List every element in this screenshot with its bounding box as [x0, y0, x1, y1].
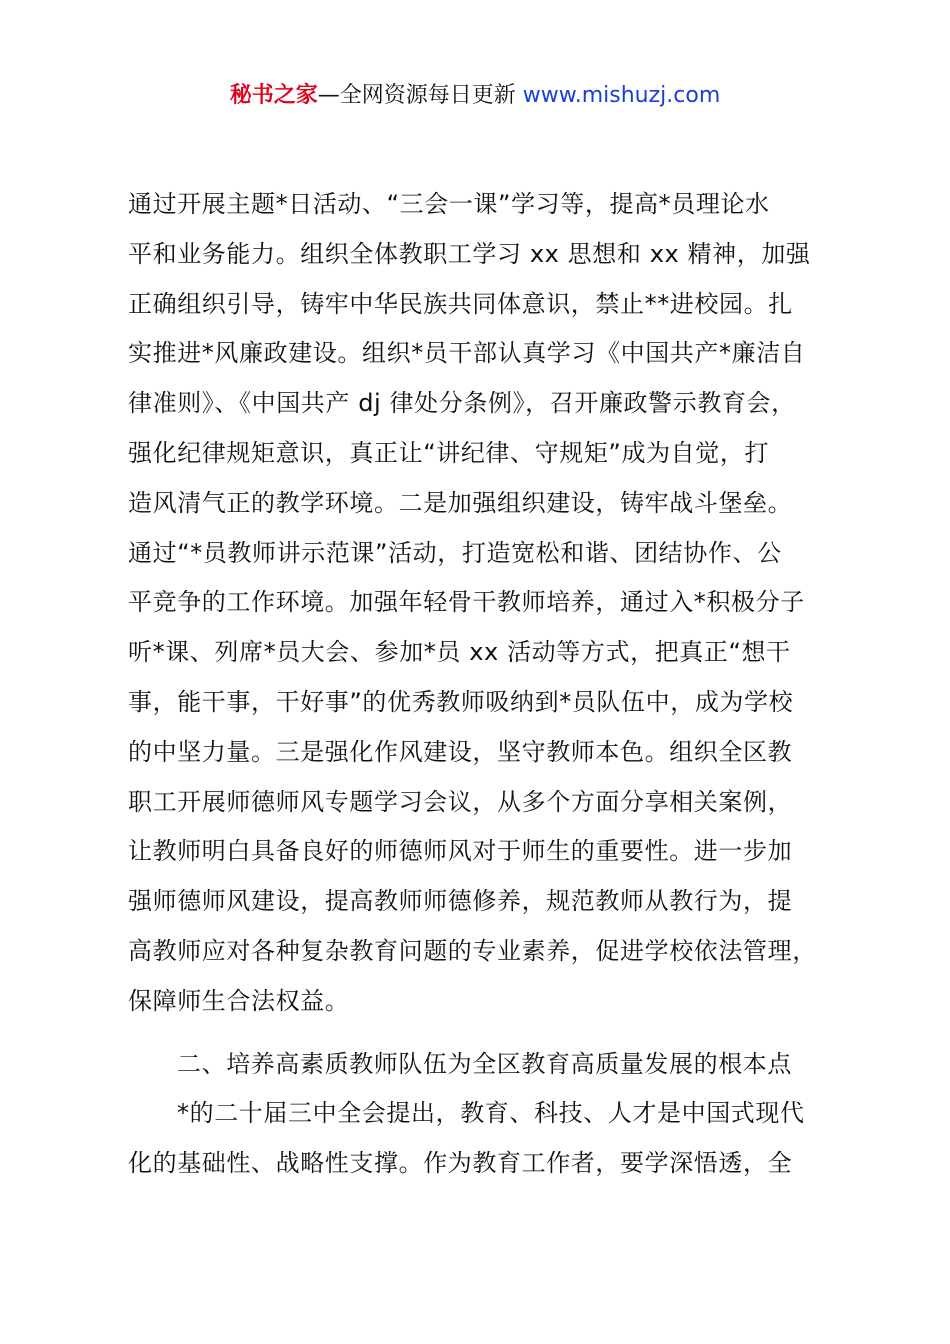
text-line: 让教师明白具备良好的师德师风对于师生的重要性。进一步加	[128, 837, 793, 866]
text-line: 正确组织引导，铸牢中华民族共同体意识，禁止**进校园。扎	[128, 289, 793, 318]
text-line: 化的基础性、战略性支撑。作为教育工作者，要学深悟透，全	[128, 1149, 793, 1178]
paragraph-1	[128, 180, 858, 1027]
paragraph-spacer	[128, 1027, 858, 1040]
site-brand: 秘书之家	[229, 83, 318, 108]
text-line: 高教师应对各种复杂教育问题的专业素养，促进学校依法管理，	[128, 936, 817, 965]
text-line: 听*课、列席*员大会、参加*员 xx 活动等方式，把真正“想干	[128, 638, 791, 667]
text-line: 强化纪律规矩意识，真正让“讲纪律、守规矩”成为自觉，打	[128, 438, 770, 467]
text-line: 平和业务能力。组织全体教职工学习 xx 思想和 xx 精神，加强	[128, 239, 811, 268]
text-line: 律准则》、《中国共产 dj 律处分条例》，召开廉政警示教育会，	[128, 389, 796, 418]
text-line: 的中坚力量。三是强化作风建设，坚守教师本色。组织全区教	[128, 737, 793, 766]
text-line: 平竞争的工作环境。加强年轻骨干教师培养，通过入*积极分子	[128, 588, 805, 617]
text-line: *的二十届三中全会提出，教育、科技、人才是中国式现代	[177, 1099, 805, 1128]
site-url-link[interactable]: www.mishuzj.com	[522, 83, 721, 108]
text-line: 强师德师风建设，提高教师师德修养，规范教师从教行为，提	[128, 887, 793, 916]
site-header	[0, 80, 950, 112]
text-line: 通过开展主题*日活动、“三会一课”学习等，提高*员理论水	[128, 190, 770, 218]
section-heading: 二、培养高素质教师队伍为全区教育高质量发展的根本点	[177, 1049, 792, 1078]
paragraph-2	[128, 1089, 858, 1189]
document-body	[128, 180, 858, 1189]
text-line: 通过“*员教师讲示范课”活动，打造宽松和谐、团结协作、公	[128, 538, 782, 567]
text-line: 事，能干事，干好事”的优秀教师吸纳到*员队伍中，成为学校	[128, 687, 794, 716]
text-line: 职工开展师德师风专题学习会议，从多个方面分享相关案例，	[128, 787, 793, 816]
text-line: 造风清气正的教学环境。二是加强组织建设，铸牢战斗堡垒。	[128, 488, 793, 517]
text-line: 实推进*风廉政建设。组织*员干部认真学习《中国共产*廉洁自	[128, 339, 806, 368]
text-line: 保障师生合法权益。	[128, 986, 350, 1015]
site-tagline: —全网资源每日更新	[317, 83, 523, 108]
